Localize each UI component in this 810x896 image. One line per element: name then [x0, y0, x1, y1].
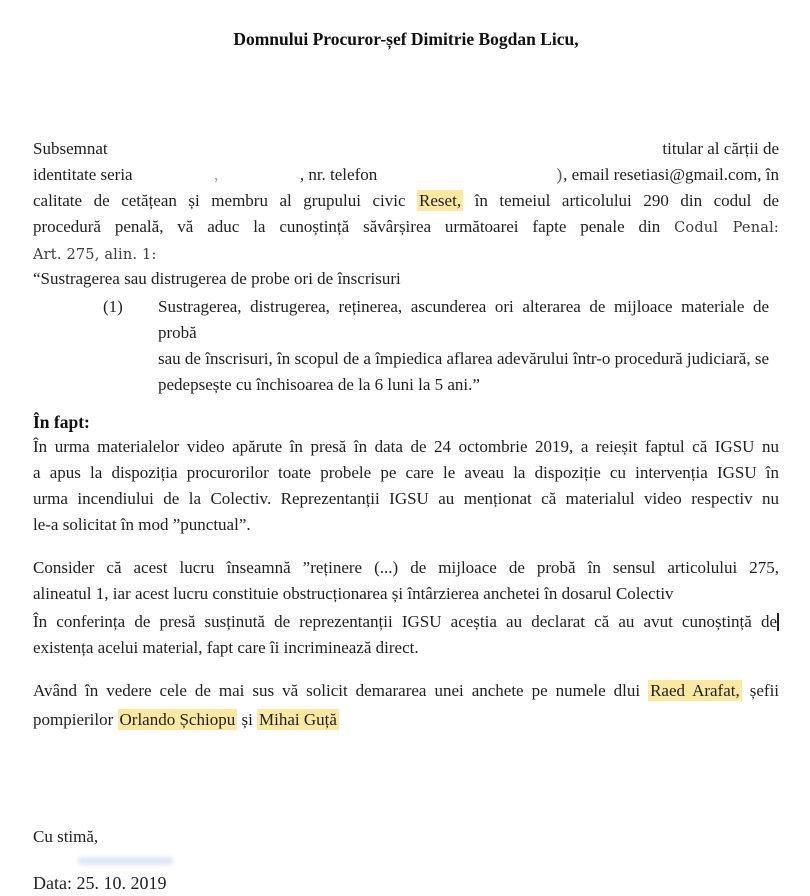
text-line	[33, 609, 779, 635]
text-line: a apus la dispoziția procurorilor toate probele pe care le aveau la dispoziție cu intervenția IGSU în	[33, 463, 779, 482]
text-line: Sustragerea, distrugerea, reținerea, ascunderea ori alterarea de mijloace materiale de probă	[158, 297, 769, 342]
text-run: titular al cărții de	[662, 139, 779, 158]
text-run: , email resetiasi@gmail.com, în	[563, 165, 779, 184]
text-line: pedepsește cu închisoarea de la 6 luni la 5 ani.”	[158, 375, 480, 394]
text-run: șefii	[749, 681, 780, 700]
text-line	[33, 705, 779, 734]
text-line	[33, 241, 779, 268]
request-paragraph	[33, 676, 779, 734]
text-line: sau de înscrisuri, în scopul de a împiedica aflarea adevărului într-o procedură judiciară, se	[158, 349, 769, 368]
redaction-remnant: )	[556, 165, 563, 184]
closing-salutation: Cu stimă,	[33, 827, 99, 846]
text-line: Consider că acest lucru înseamnă ”reținere (...) de mijloace de probă în sensul articolului 275,	[33, 558, 779, 577]
page-title: Domnului Procuror-șef Dimitrie Bogdan Licu,	[233, 29, 579, 49]
highlight-reset: Reset,	[419, 191, 462, 210]
intro-paragraph	[33, 136, 779, 268]
text-cursor	[777, 613, 779, 631]
redacted-phone-gap	[377, 162, 563, 188]
text-line	[33, 214, 779, 241]
text-run: calitate de cetățean și membru al grupului civic	[33, 191, 406, 210]
text-line	[33, 676, 779, 705]
quote-intro-line: “Sustragerea sau distrugerea de probe ori de înscrisuri	[33, 269, 401, 288]
facts-paragraph	[33, 434, 779, 538]
article-reference: Art. 275, alin. 1:	[33, 247, 157, 263]
text-line	[33, 136, 779, 162]
codul-penal-reference: Codul Penal:	[674, 220, 779, 236]
text-run: identitate seria	[33, 165, 133, 184]
text-run: pompierilor	[33, 710, 114, 729]
complaint-letter	[33, 0, 779, 896]
highlight-orlando-schiopu: Orlando Șchiopu	[119, 710, 236, 729]
text-run: Având în vedere cele de mai sus vă solicit demararea unei anchete pe numele dlui	[33, 681, 641, 700]
text-line: urma incendiului de la Colectiv. Reprezentanții IGSU au menționat că materialul video respectiv nu	[33, 489, 779, 508]
text-line: În urma materialelor video apărute în presă în data de 24 octombrie 2019, a reieșit faptul că IGSU nu	[33, 437, 779, 456]
item-number: (1)	[103, 297, 123, 316]
text-line: alineatul 1, iar acest lucru constituie obstrucționarea și întârzierea anchetei în dosarul Colectiv	[33, 584, 674, 603]
text-run: procedură penală, vă aduc la cunoștință săvârșirea următoarei fapte penale din	[33, 217, 661, 236]
text-line	[33, 188, 779, 214]
text-run: Subsemnat	[33, 139, 108, 158]
section-heading-in-fapt: În fapt:	[33, 412, 90, 432]
text-run: În conferința de presă susținută de reprezentanții IGSU aceștia au declarat că au avut cunoștință de	[33, 612, 777, 631]
redacted-id-series-gap	[133, 162, 300, 188]
date-line: Data: 25. 10. 2019	[33, 873, 167, 893]
text-line: existența acelui material, fapt care îi incriminează direct.	[33, 638, 419, 657]
highlight-mihai-guta: Mihai Guță	[259, 710, 337, 729]
text-run: , nr. telefon	[299, 165, 378, 184]
press-conference-paragraph	[33, 609, 779, 661]
text-run: și	[241, 710, 253, 729]
law-quote-block	[33, 266, 779, 398]
redaction-remnant: ,	[214, 165, 219, 184]
quote-numbered-item	[103, 294, 769, 398]
text-line	[33, 162, 779, 188]
text-line: le-a solicitat în mod ”punctual”.	[33, 515, 251, 534]
redacted-signature-smudge	[78, 857, 173, 865]
consideration-paragraph	[33, 555, 779, 607]
text-run: în temeiul articolului 290 din codul de	[474, 191, 779, 210]
highlight-raed-arafat: Raed Arafat,	[650, 681, 740, 700]
